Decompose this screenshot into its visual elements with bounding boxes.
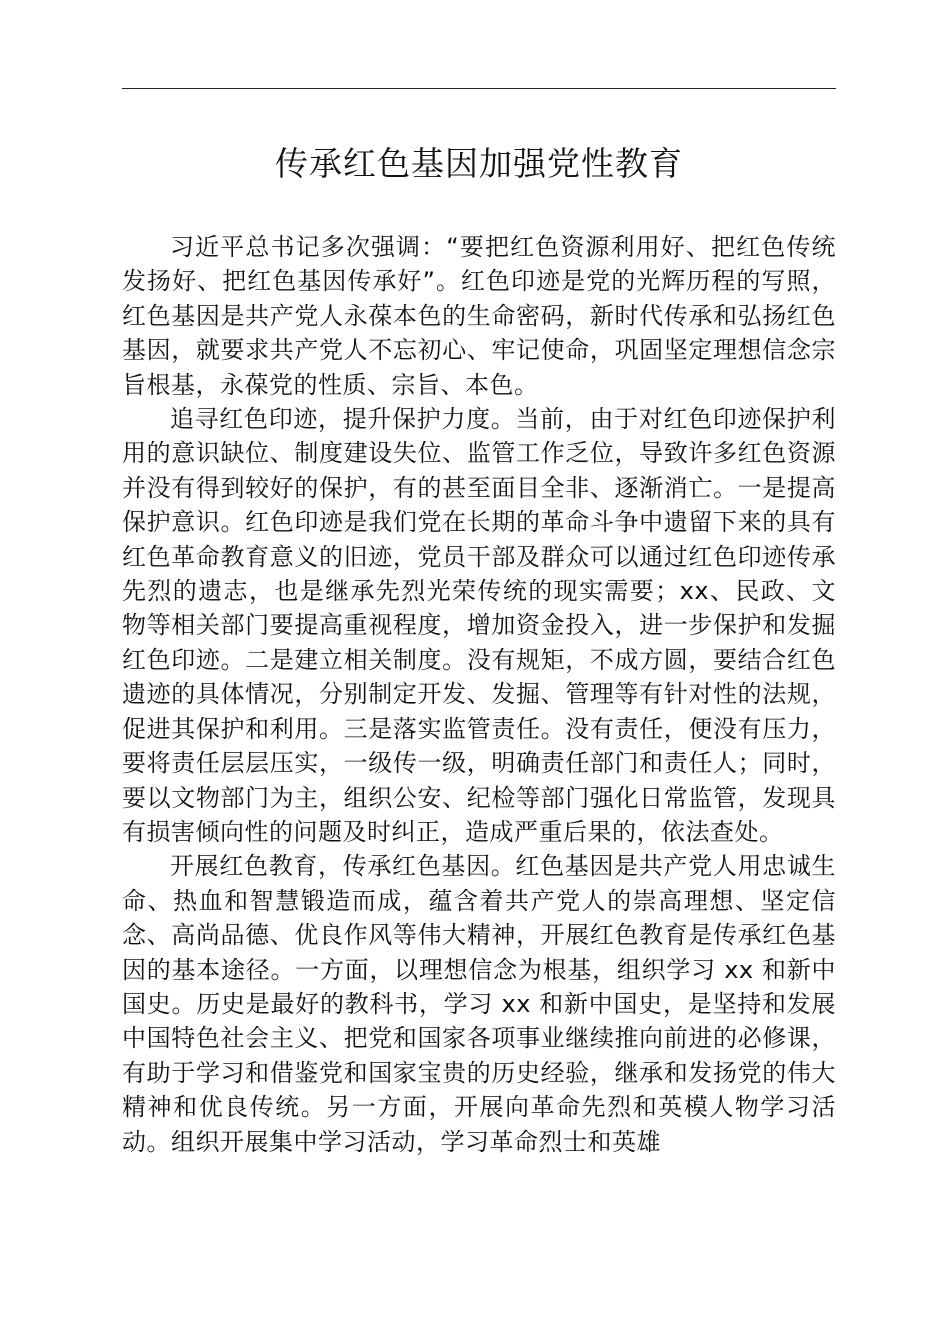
header-rule [122,88,836,89]
paragraph: 习近平总书记多次强调：“要把红色资源利用好、把红色传统发扬好、把红色基因传承好”。红色印迹是党的光辉历程的写照，红色基因是共产党人永葆本色的生命密码，新时代传承和弘扬红色基因，就要求共产党人不忘初心、牢记使命，巩固坚定理想信念宗旨根基，永葆党的性质、宗旨、本色。 [122,233,836,399]
paragraph: 追寻红色印迹，提升保护力度。当前，由于对红色印迹保护利用的意识缺位、制度建设失位、监管工作乏位，导致许多红色资源并没有得到较好的保护，有的甚至面目全非、逐渐消亡。一是提高保护意识。红色印迹是我们党在长期的革命斗争中遗留下来的具有红色革命教育意义的旧迹，党员干部及群众可以通过红色印迹传承先烈的遗志，也是继承先烈光荣传统的现实需要；xx、民政、文物等相关部门要提高重视程度，增加资金投入，进一步保护和发掘红色印迹。二是建立相关制度。没有规矩，不成方圆，要结合红色遗迹的具体情况，分别制定开发、发掘、管理等有针对性的法规，促进其保护和利用。三是落实监管责任。没有责任，便没有压力，要将责任层层压实，一级传一级，明确责任部门和责任人；同时，要以文物部门为主，组织公安、纪检等部门强化日常监管，发现具有损害倾向性的问题及时纠正，造成严重后果的，依法查处。 [122,405,836,846]
paragraph: 开展红色教育，传承红色基因。红色基因是共产党人用忠诚生命、热血和智慧锻造而成，蕴含着共产党人的崇高理想、坚定信念、高尚品德、优良作风等伟大精神，开展红色教育是传承红色基因的基本途径。一方面，以理想信念为根基，组织学习 xx 和新中国史。历史是最好的教科书，学习 xx 和新中国史，是坚持和发展中国特色社会主义、把党和国家各项事业继续推向前进的必修课，有助于学习和借鉴党和国家宝贵的历史经验，继承和发扬党的伟大精神和优良传统。另一方面，开展向革命先烈和英模人物学习活动。组织开展集中学习活动，学习革命烈士和英雄 [122,852,836,1156]
document-body [122,230,836,1159]
document-title: 传承红色基因加强党性教育 [275,144,683,183]
